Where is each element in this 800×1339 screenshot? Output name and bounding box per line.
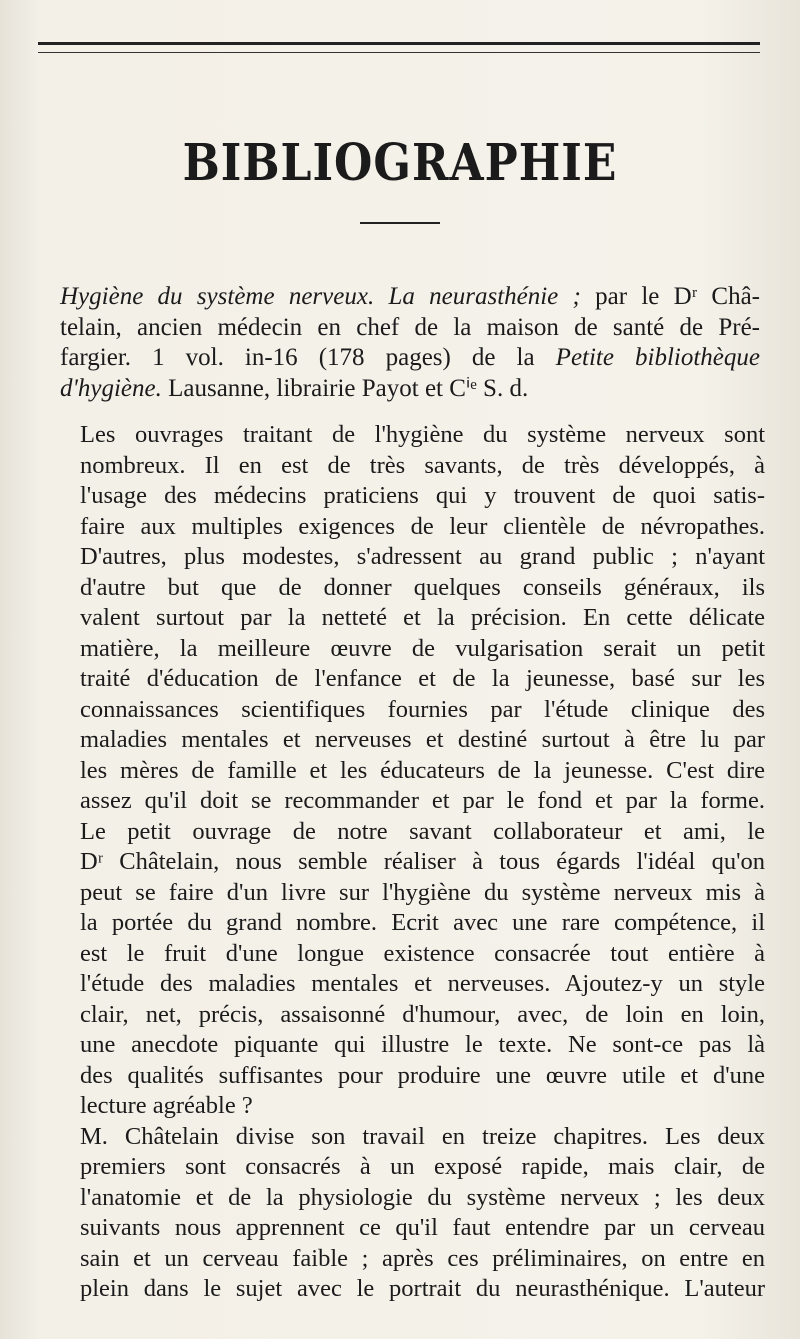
paragraph-2 [60,817,765,1122]
work-title: Hygiène du système nerveux. La neurasthénie ; [60,283,581,310]
text-line: la portée du grand nombre. Ecrit avec une rare compétence, il [80,909,765,936]
text-line: l'usage des médecins praticiens qui y trouvent de quoi satis- [80,482,765,509]
reference-line-2: telain, ancien médecin en chef de la maison de santé de Pré- [60,313,760,341]
reference-line-1: Hygiène du système nerveux. La neurasthénie ; par le Dʳ Châ- [60,283,761,310]
text-line: une anecdote piquante qui illustre le texte. Ne sont-ce pas là [80,1031,765,1058]
text-line: traité d'éducation de l'enfance et de la jeunesse, basé sur les [80,665,765,692]
text-line: peut se faire d'un livre sur l'hygiène du système nerveux mis à [80,878,765,906]
text-line: des qualités suffisantes pour produire une œuvre utile et d'une [80,1061,765,1089]
text-line: maladies mentales et nerveuses et destiné surtout à être lu par [80,726,765,753]
text-line: l'anatomie et de la physiologie du système nerveux ; les deux [80,1183,765,1211]
text-line: d'autre but que de donner quelques conseils généraux, ils [80,573,765,601]
text-line: est le fruit d'une longue existence consacrée tout entière à [80,939,765,967]
text-line: plein dans le sujet avec le portrait du neurasthénique. L'auteur [80,1275,765,1302]
text-line: connaissances scientifiques fournies par l'étude clinique des [80,695,765,723]
title-divider [360,222,440,224]
text-line: suivants nous apprennent ce qu'il faut entendre par un cerveau [80,1214,765,1241]
bibliographic-reference [60,282,760,404]
text-line: Le petit ouvrage de notre savant collaborateur et ami, le [80,817,765,845]
text-line: clair, net, précis, assaisonné d'humour, avec, de loin en loin, [80,1000,765,1028]
text-line: lecture agréable ? [80,1092,253,1119]
text-line: l'étude des maladies mentales et nerveuses. Ajoutez-y un style [80,970,765,997]
text-line: M. Châtelain divise son travail en treize chapitres. Les deux [80,1122,765,1150]
header-double-rule-top [38,42,760,45]
text-line: Dʳ Châtelain, nous semble réaliser à tous égards l'idéal qu'on [80,848,765,875]
text-line: premiers sont consacrés à un exposé rapide, mais clair, de [80,1153,765,1180]
reference-line-3: fargier. 1 vol. in-16 (178 pages) de la Petite bibliothèque [60,344,761,371]
series-title-end: d'hygiène. [60,374,162,402]
text-line: matière, la meilleure œuvre de vulgarisation serait un petit [80,634,765,662]
text-line: Les ouvrages traitant de l'hygiène du système nerveux sont [80,421,765,448]
paragraph-3 [60,1122,765,1305]
text-line: assez qu'il doit se recommander et par le fond et par la forme. [80,787,765,814]
text-line: valent surtout par la netteté et la précision. En cette délicate [80,604,765,631]
text-line: nombreux. Il en est de très savants, de très développés, à [80,451,765,479]
review-body [60,420,765,1305]
text-line: D'autres, plus modestes, s'adressent au grand public ; n'ayant [80,543,765,570]
series-title: Petite bibliothèque [555,344,761,371]
header-double-rule-bottom [38,52,760,53]
section-title: BIBLIOGRAPHIE [182,134,618,193]
text-line: faire aux multiples exigences de leur clientèle de névropathes. [80,512,765,540]
reference-line-4: d'hygiène. Lausanne, librairie Payot et Cⁱᵉ S. d. [60,374,529,402]
paragraph-1 [60,420,765,817]
text-line: sain et un cerveau faible ; après ces préliminaires, on entre en [80,1244,765,1272]
text-line: les mères de famille et les éducateurs de la jeunesse. C'est dire [80,756,765,784]
